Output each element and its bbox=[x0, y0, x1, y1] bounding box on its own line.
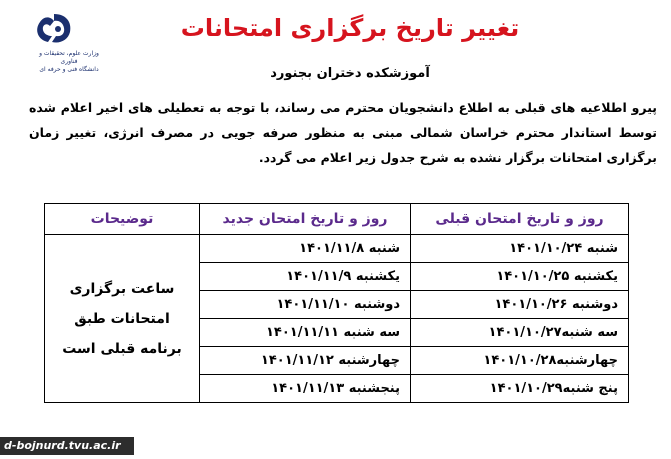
university-logo bbox=[14, 8, 99, 92]
logo-emblem-icon bbox=[14, 8, 94, 52]
header-new-date: روز و تاریخ امتحان جدید bbox=[200, 204, 411, 235]
old-date-cell: سه شنبه۱۴۰۱/۱۰/۲۷ bbox=[411, 319, 629, 347]
notes-cell: ساعت برگزاری امتحانات طبق برنامه قبلی است bbox=[45, 235, 200, 403]
old-date-cell: پنج شنبه۱۴۰۱/۱۰/۲۹ bbox=[411, 375, 629, 403]
new-date-cell: سه شنبه ۱۴۰۱/۱۱/۱۱ bbox=[200, 319, 411, 347]
new-date-cell: پنجشنبه ۱۴۰۱/۱۱/۱۳ bbox=[200, 375, 411, 403]
exam-schedule-table bbox=[44, 203, 629, 403]
page-subtitle: آموزشکده دختران بجنورد bbox=[270, 66, 430, 81]
new-date-cell: چهارشنبه ۱۴۰۱/۱۱/۱۲ bbox=[200, 347, 411, 375]
logo-caption bbox=[34, 50, 104, 74]
header-old-date: روز و تاریخ امتحان قبلی bbox=[411, 204, 629, 235]
header-notes: توضیحات bbox=[45, 204, 200, 235]
old-date-cell: شنبه ۱۴۰۱/۱۰/۲۴ bbox=[411, 235, 629, 263]
old-date-cell: دوشنبه ۱۴۰۱/۱۰/۲۶ bbox=[411, 291, 629, 319]
new-date-cell: شنبه ۱۴۰۱/۱۱/۸ bbox=[200, 235, 411, 263]
table-header-row bbox=[45, 204, 629, 235]
table-row bbox=[45, 235, 629, 263]
announcement-paragraph: پیرو اطلاعیه های قبلی به اطلاع دانشجویان محترم می رساند، با توجه به تعطیلی های اخیر اعلام شده توسط استاندار محترم خراسان شمالی مبنی به منظور صرفه جویی در مصرف انرژی، تغییر زمان برگزاری امتحانات برگزار نشده به شرح جدول زیر اعلام می گردد. bbox=[29, 100, 657, 165]
logo-line: وزارت علوم، تحقیقات و فناوری bbox=[39, 50, 99, 65]
website-url-watermark: d-bojnurd.tvu.ac.ir bbox=[0, 437, 134, 455]
new-date-cell: دوشنبه ۱۴۰۱/۱۱/۱۰ bbox=[200, 291, 411, 319]
logo-line: دانشگاه فنی و حرفه ای bbox=[39, 66, 99, 73]
page-title: تغییر تاریخ برگزاری امتحانات bbox=[180, 14, 520, 42]
old-date-cell: چهارشنبه۱۴۰۱/۱۰/۲۸ bbox=[411, 347, 629, 375]
new-date-cell: یکشنبه ۱۴۰۱/۱۱/۹ bbox=[200, 263, 411, 291]
old-date-cell: یکشنبه ۱۴۰۱/۱۰/۲۵ bbox=[411, 263, 629, 291]
